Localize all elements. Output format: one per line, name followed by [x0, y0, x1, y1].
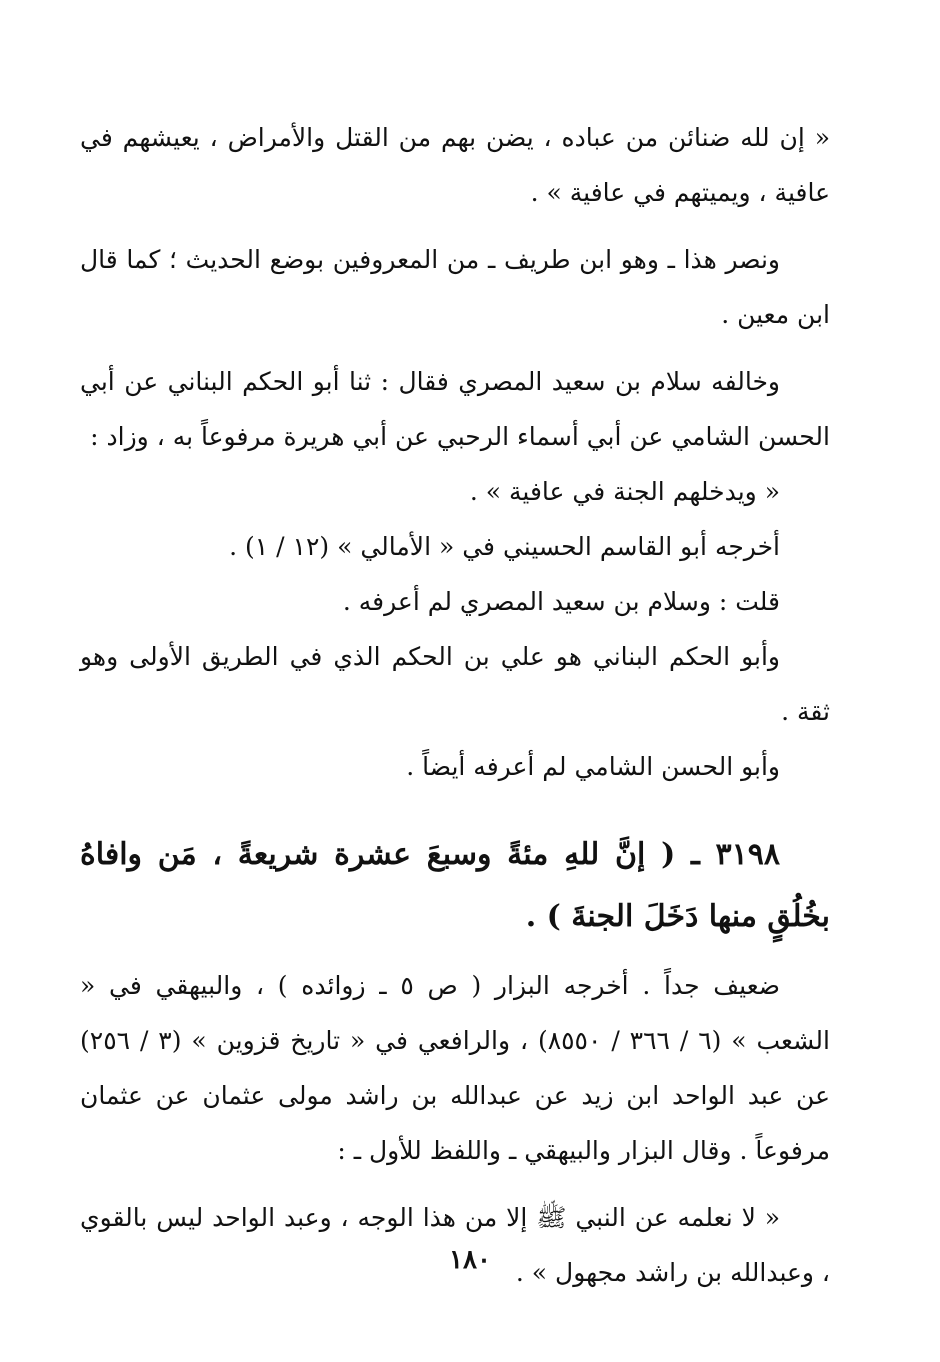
grading-paragraph: ضعيف جداً . أخرجه البزار ( ص ٥ ـ زوائده ) ، والبيهقي في « الشعب » (٦ / ٣٦٦ / ٨٥٥٠) ، والرافعي في « تاريخ قزوين » (٣ / ٢٥٦) عن عبد الواحد ابن زيد عن عبدالله بن راشد مولى عثمان عن عثمان مرفوعاً . وقال البزار والبيهقي ـ واللفظ للأول ـ :: [80, 971, 830, 1165]
page-body: [80, 110, 830, 1300]
source-line: أخرجه أبو القاسم الحسيني في « الأمالي » (١٢ / ١) .: [229, 532, 780, 561]
closing-quote: « لا نعلمه عن النبي ﷺ إلا من هذا الوجه ، وعبد الواحد ليس بالقوي ، وعبدالله بن راشد مجهول » .: [80, 1203, 830, 1287]
page-number: ١٨٠: [449, 1245, 491, 1275]
chain-paragraph: وخالفه سلام بن سعيد المصري فقال : ثنا أبو الحكم البناني عن أبي الحسن الشامي عن أبي أسماء الرحبي عن أبي هريرة مرفوعاً به ، وزاد :: [80, 367, 830, 451]
quote-paragraph: « إن لله ضنائن من عباده ، يضن بهم من القتل والأمراض ، يعيشهم في عافية ، ويميتهم في عافية » .: [80, 123, 830, 207]
hadith-heading: ٣١٩٨ ـ ( إنَّ للهِ مئةً وسبعَ عشرة شريعةً ، مَن وافاهُ بخُلُقٍ منها دَخَلَ الجنةَ ) .: [80, 837, 830, 934]
narrator-note-paragraph: ونصر هذا ـ وهو ابن طريف ـ من المعروفين بوضع الحديث ؛ كما قال ابن معين .: [80, 245, 830, 329]
remark-line: وأبو الحكم البناني هو علي بن الحكم الذي في الطريق الأولى وهو ثقة .: [80, 642, 830, 726]
remark-line: وأبو الحسن الشامي لم أعرفه أيضاً .: [406, 752, 780, 781]
addition-quote: « ويدخلهم الجنة في عافية » .: [469, 477, 780, 506]
remark-line: قلت : وسلام بن سعيد المصري لم أعرفه .: [342, 587, 780, 616]
